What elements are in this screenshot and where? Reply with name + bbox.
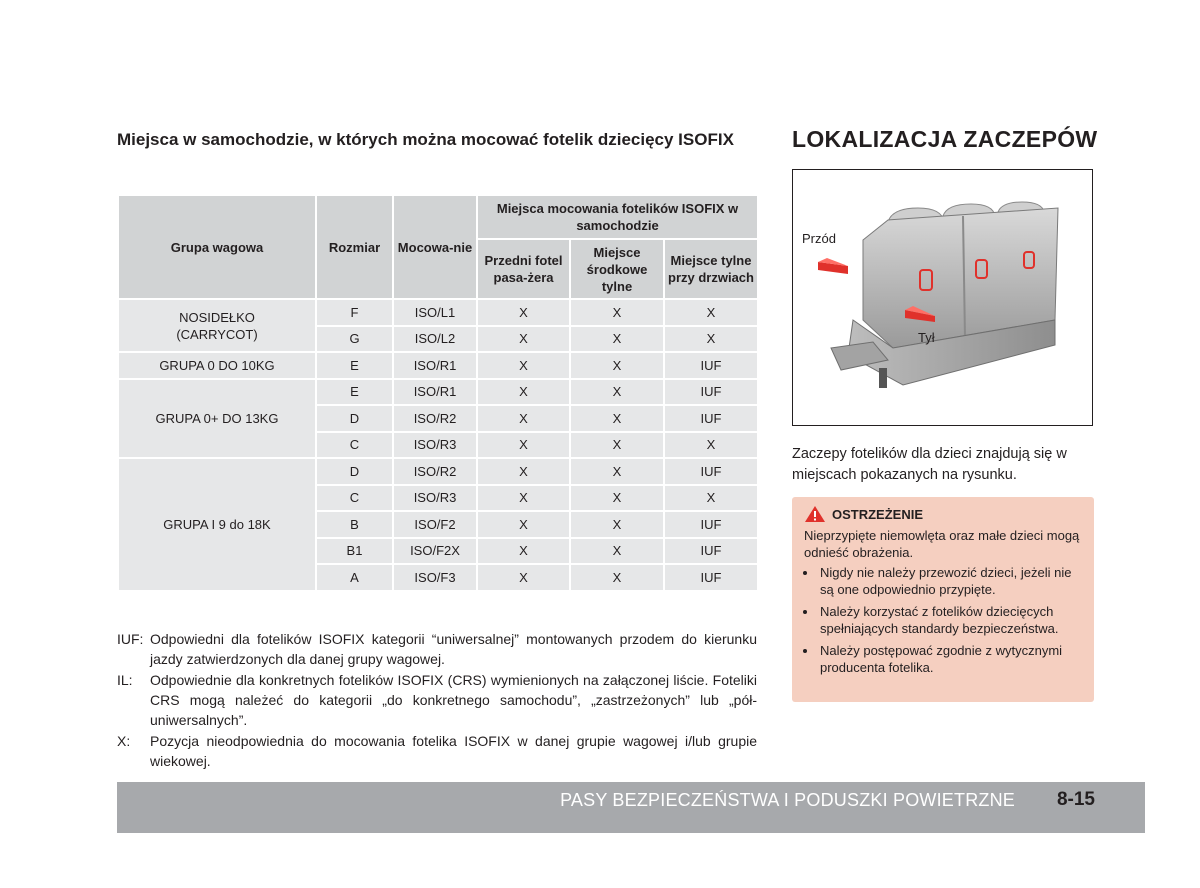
- cell-middle: X: [570, 379, 664, 406]
- table-body: [118, 299, 758, 591]
- cell-front: X: [477, 432, 570, 459]
- cell-middle: X: [570, 405, 664, 432]
- cell-size: D: [316, 405, 393, 432]
- cell-middle: X: [570, 538, 664, 565]
- cell-size: A: [316, 564, 393, 591]
- cell-front: X: [477, 379, 570, 406]
- cell-size: B1: [316, 538, 393, 565]
- cell-size: E: [316, 352, 393, 379]
- left-column: [117, 128, 757, 151]
- warning-header: [804, 505, 1084, 523]
- cell-front: X: [477, 538, 570, 565]
- cell-door: IUF: [664, 511, 758, 538]
- cell-door: X: [664, 432, 758, 459]
- header-middle: Miejsce środkowe tylne: [570, 239, 664, 299]
- warning-box: [792, 497, 1094, 702]
- table-row: [118, 299, 758, 326]
- cell-door: IUF: [664, 352, 758, 379]
- warning-title: OSTRZEŻENIE: [832, 506, 924, 522]
- note-text: Odpowiedni dla fotelików ISOFIX kategorii “uniwersalnej” montowanych przodem do kierunku jazdy zatwierdzonych dla danej grupy wagowej.: [150, 631, 757, 667]
- page-footer: [117, 782, 1145, 833]
- cell-mount: ISO/R1: [393, 379, 477, 406]
- note-text: Odpowiednie dla konkretnych fotelików ISOFIX (CRS) wymienionych na załączonej liście. Foteliki CRS mogą należeć do kategorii „do konkretnego samochodu”, „zastrzeżonych” lub „pół-uniwersalnych”.: [150, 672, 757, 728]
- cell-front: X: [477, 485, 570, 512]
- cell-front: X: [477, 326, 570, 353]
- note-il: [117, 670, 757, 730]
- rear-seat-illustration: [793, 170, 1092, 425]
- cell-middle: X: [570, 326, 664, 353]
- cell-mount: ISO/F2: [393, 511, 477, 538]
- cell-door: X: [664, 299, 758, 326]
- front-label: Przód: [802, 231, 836, 246]
- note-key: X:: [117, 733, 131, 749]
- group-cell: NOSIDEŁKO (CARRYCOT): [118, 299, 316, 352]
- note-text: Pozycja nieodpowiednia do mocowania fotelika ISOFIX w danej grupie wagowej i/lub grupie wiekowej.: [150, 733, 757, 769]
- header-front: Przedni fotel pasa-żera: [477, 239, 570, 299]
- cell-middle: X: [570, 432, 664, 459]
- cell-middle: X: [570, 458, 664, 485]
- cell-size: F: [316, 299, 393, 326]
- cell-mount: ISO/R3: [393, 485, 477, 512]
- cell-size: C: [316, 485, 393, 512]
- cell-size: E: [316, 379, 393, 406]
- cell-mount: ISO/R2: [393, 405, 477, 432]
- cell-door: X: [664, 326, 758, 353]
- footer-chapter-title: PASY BEZPIECZEŃSTWA I PODUSZKI POWIETRZNE: [560, 790, 1015, 810]
- cell-mount: ISO/L2: [393, 326, 477, 353]
- cell-size: B: [316, 511, 393, 538]
- warning-list: [804, 564, 1084, 676]
- cell-middle: X: [570, 352, 664, 379]
- isofix-table: [117, 194, 759, 592]
- cell-middle: X: [570, 299, 664, 326]
- cell-mount: ISO/R2: [393, 458, 477, 485]
- note-iuf: [117, 629, 757, 669]
- note-key: IL:: [117, 672, 133, 688]
- cell-front: X: [477, 564, 570, 591]
- cell-mount: ISO/F3: [393, 564, 477, 591]
- cell-front: X: [477, 405, 570, 432]
- cell-mount: ISO/F2X: [393, 538, 477, 565]
- group-cell: GRUPA 0+ DO 13KG: [118, 379, 316, 459]
- section-heading: Miejsca w samochodzie, w których można mocować fotelik dziecięcy ISOFIX: [117, 130, 734, 149]
- header-positions: Miejsca mocowania fotelików ISOFIX w samochodzie: [477, 195, 758, 239]
- header-mount: Mocowa-nie: [393, 195, 477, 299]
- cell-door: IUF: [664, 405, 758, 432]
- cell-size: C: [316, 432, 393, 459]
- cell-mount: ISO/R1: [393, 352, 477, 379]
- page-number: 8-15: [1056, 789, 1095, 810]
- seat-anchor-figure: [792, 169, 1093, 426]
- cell-mount: ISO/R3: [393, 432, 477, 459]
- cell-size: G: [316, 326, 393, 353]
- warning-triangle-icon: [804, 505, 826, 523]
- note-key: IUF:: [117, 631, 144, 647]
- group-cell: GRUPA 0 DO 10KG: [118, 352, 316, 379]
- rear-label: Tył: [918, 330, 935, 345]
- cell-middle: X: [570, 564, 664, 591]
- warning-item: • Należy postępować zgodnie z wytycznymi producenta fotelika.: [818, 642, 1084, 676]
- cell-front: X: [477, 458, 570, 485]
- cell-front: X: [477, 352, 570, 379]
- cell-door: X: [664, 485, 758, 512]
- header-size: Rozmiar: [316, 195, 393, 299]
- cell-mount: ISO/L1: [393, 299, 477, 326]
- right-heading: LOKALIZACJA ZACZEPÓW: [792, 126, 1098, 152]
- table-row: [118, 379, 758, 406]
- table-row: [118, 458, 758, 485]
- cell-middle: X: [570, 511, 664, 538]
- figure-caption: Zaczepy fotelików dla dzieci znajdują się w miejscach pokazanych na rysunku.: [792, 446, 1067, 483]
- cell-front: X: [477, 299, 570, 326]
- cell-door: IUF: [664, 538, 758, 565]
- warning-item: • Nigdy nie należy przewozić dzieci, jeżeli nie są one odpowiednio przypięte.: [818, 564, 1084, 598]
- cell-door: IUF: [664, 458, 758, 485]
- note-x: [117, 731, 757, 771]
- cell-size: D: [316, 458, 393, 485]
- header-rear-door: Miejsce tylne przy drzwiach: [664, 239, 758, 299]
- group-cell: GRUPA I 9 do 18K: [118, 458, 316, 591]
- header-group: Grupa wagowa: [118, 195, 316, 299]
- cell-door: IUF: [664, 379, 758, 406]
- table-row: [118, 352, 758, 379]
- warning-intro: Nieprzypięte niemowlęta oraz małe dzieci mogą odnieść obrażenia.: [804, 528, 1080, 560]
- cell-front: X: [477, 511, 570, 538]
- notes: [117, 629, 757, 771]
- warning-item: • Należy korzystać z fotelików dziecięcych spełniających standardy bezpieczeństwa.: [818, 603, 1084, 637]
- cell-middle: X: [570, 485, 664, 512]
- cell-door: IUF: [664, 564, 758, 591]
